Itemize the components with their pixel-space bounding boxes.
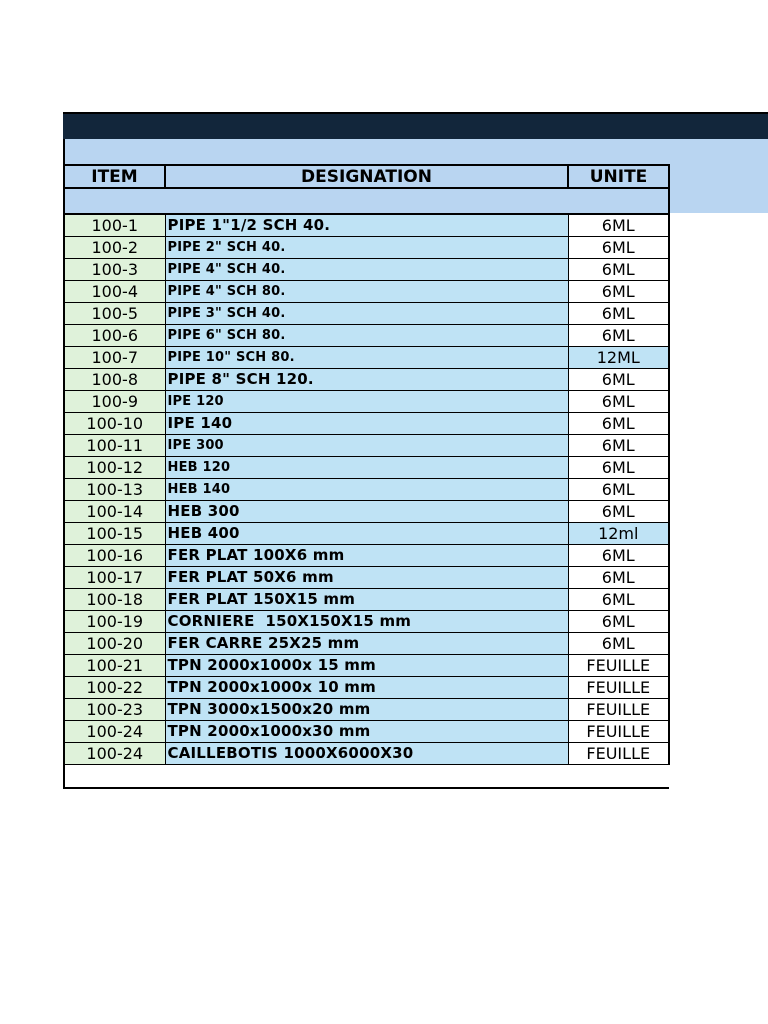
footer-row [64,764,669,788]
designation-cell[interactable]: IPE 300 [165,434,568,456]
header-row [64,165,669,188]
unite-cell[interactable]: 6ML [568,258,669,280]
unite-cell[interactable]: 6ML [568,280,669,302]
unite-cell[interactable]: FEUILLE [568,698,669,720]
table-row [64,588,669,610]
table-row [64,434,669,456]
designation-cell[interactable]: PIPE 10" SCH 80. [165,346,568,368]
unite-cell[interactable]: 6ML [568,236,669,258]
unite-cell[interactable]: FEUILLE [568,742,669,764]
designation-cell[interactable]: PIPE 4" SCH 40. [165,258,568,280]
header-unite[interactable]: UNITE [568,165,669,188]
unite-cell[interactable]: 6ML [568,588,669,610]
header-item[interactable]: ITEM [64,165,165,188]
unite-cell[interactable]: 12ML [568,346,669,368]
designation-cell[interactable]: PIPE 3" SCH 40. [165,302,568,324]
sub-spacer-row [64,188,669,214]
table-row [64,698,669,720]
item-cell[interactable]: 100-19 [64,610,165,632]
item-cell[interactable]: 100-22 [64,676,165,698]
unite-cell[interactable]: 6ML [568,632,669,654]
designation-cell[interactable]: PIPE 6" SCH 80. [165,324,568,346]
table-row [64,302,669,324]
designation-cell[interactable]: PIPE 8" SCH 120. [165,368,568,390]
unite-cell[interactable]: 6ML [568,544,669,566]
item-cell[interactable]: 100-24 [64,720,165,742]
unite-cell[interactable]: 6ML [568,478,669,500]
item-cell[interactable]: 100-13 [64,478,165,500]
designation-cell[interactable]: PIPE 4" SCH 80. [165,280,568,302]
table-row [64,346,669,368]
materials-table [63,139,670,789]
unite-cell[interactable]: 6ML [568,302,669,324]
designation-cell[interactable]: FER PLAT 50X6 mm [165,566,568,588]
designation-cell[interactable]: IPE 140 [165,412,568,434]
unite-cell[interactable]: 6ML [568,368,669,390]
item-cell[interactable]: 100-4 [64,280,165,302]
unite-cell[interactable]: 6ML [568,390,669,412]
designation-cell[interactable]: PIPE 1"1/2 SCH 40. [165,214,568,236]
table-row [64,742,669,764]
table-row [64,368,669,390]
item-cell[interactable]: 100-6 [64,324,165,346]
item-cell[interactable]: 100-11 [64,434,165,456]
item-cell[interactable]: 100-18 [64,588,165,610]
item-cell[interactable]: 100-2 [64,236,165,258]
item-cell[interactable]: 100-15 [64,522,165,544]
table-row [64,214,669,236]
unite-cell[interactable]: 6ML [568,566,669,588]
table-row [64,500,669,522]
designation-cell[interactable]: IPE 120 [165,390,568,412]
unite-cell[interactable]: 6ML [568,324,669,346]
table-row [64,390,669,412]
table-row [64,324,669,346]
unite-cell[interactable]: 6ML [568,456,669,478]
table-row [64,676,669,698]
item-cell[interactable]: 100-12 [64,456,165,478]
designation-cell[interactable]: FER PLAT 150X15 mm [165,588,568,610]
table-row [64,478,669,500]
designation-cell[interactable]: TPN 3000x1500x20 mm [165,698,568,720]
unite-cell[interactable]: FEUILLE [568,676,669,698]
table-row [64,522,669,544]
item-cell[interactable]: 100-9 [64,390,165,412]
designation-cell[interactable]: FER PLAT 100X6 mm [165,544,568,566]
designation-cell[interactable]: PIPE 2" SCH 40. [165,236,568,258]
header-band-extension [668,139,768,213]
table-row [64,280,669,302]
designation-cell[interactable]: CAILLEBOTIS 1000X6000X30 [165,742,568,764]
header-designation[interactable]: DESIGNATION [165,165,568,188]
unite-cell[interactable]: 6ML [568,434,669,456]
table-row [64,720,669,742]
item-cell[interactable]: 100-7 [64,346,165,368]
item-cell[interactable]: 100-16 [64,544,165,566]
designation-cell[interactable]: CORNIERE 150X150X15 mm [165,610,568,632]
footer-cell [64,764,669,788]
table-row [64,412,669,434]
unite-cell[interactable]: 12ml [568,522,669,544]
table-row [64,236,669,258]
item-cell[interactable]: 100-8 [64,368,165,390]
table-row [64,566,669,588]
item-cell[interactable]: 100-21 [64,654,165,676]
spacer-cell [64,188,669,214]
designation-cell[interactable]: HEB 120 [165,456,568,478]
title-bar [63,112,768,139]
designation-cell[interactable]: TPN 2000x1000x30 mm [165,720,568,742]
item-cell[interactable]: 100-20 [64,632,165,654]
item-cell[interactable]: 100-23 [64,698,165,720]
spacer-cell [64,139,669,165]
designation-cell[interactable]: HEB 400 [165,522,568,544]
designation-cell[interactable]: TPN 2000x1000x 15 mm [165,654,568,676]
item-cell[interactable]: 100-17 [64,566,165,588]
unite-cell[interactable]: FEUILLE [568,654,669,676]
designation-cell[interactable]: HEB 140 [165,478,568,500]
table-row [64,456,669,478]
unite-cell[interactable]: FEUILLE [568,720,669,742]
unite-cell[interactable]: 6ML [568,214,669,236]
table-row [64,544,669,566]
unite-cell[interactable]: 6ML [568,412,669,434]
designation-cell[interactable]: HEB 300 [165,500,568,522]
item-cell[interactable]: 100-1 [64,214,165,236]
unite-cell[interactable]: 6ML [568,500,669,522]
top-spacer-row [64,139,669,165]
unite-cell[interactable]: 6ML [568,610,669,632]
item-cell[interactable]: 100-10 [64,412,165,434]
table-row [64,610,669,632]
item-cell[interactable]: 100-14 [64,500,165,522]
item-cell[interactable]: 100-24 [64,742,165,764]
designation-cell[interactable]: TPN 2000x1000x 10 mm [165,676,568,698]
item-cell[interactable]: 100-5 [64,302,165,324]
table-row [64,654,669,676]
table-row [64,258,669,280]
item-cell[interactable]: 100-3 [64,258,165,280]
table-row [64,632,669,654]
designation-cell[interactable]: FER CARRE 25X25 mm [165,632,568,654]
